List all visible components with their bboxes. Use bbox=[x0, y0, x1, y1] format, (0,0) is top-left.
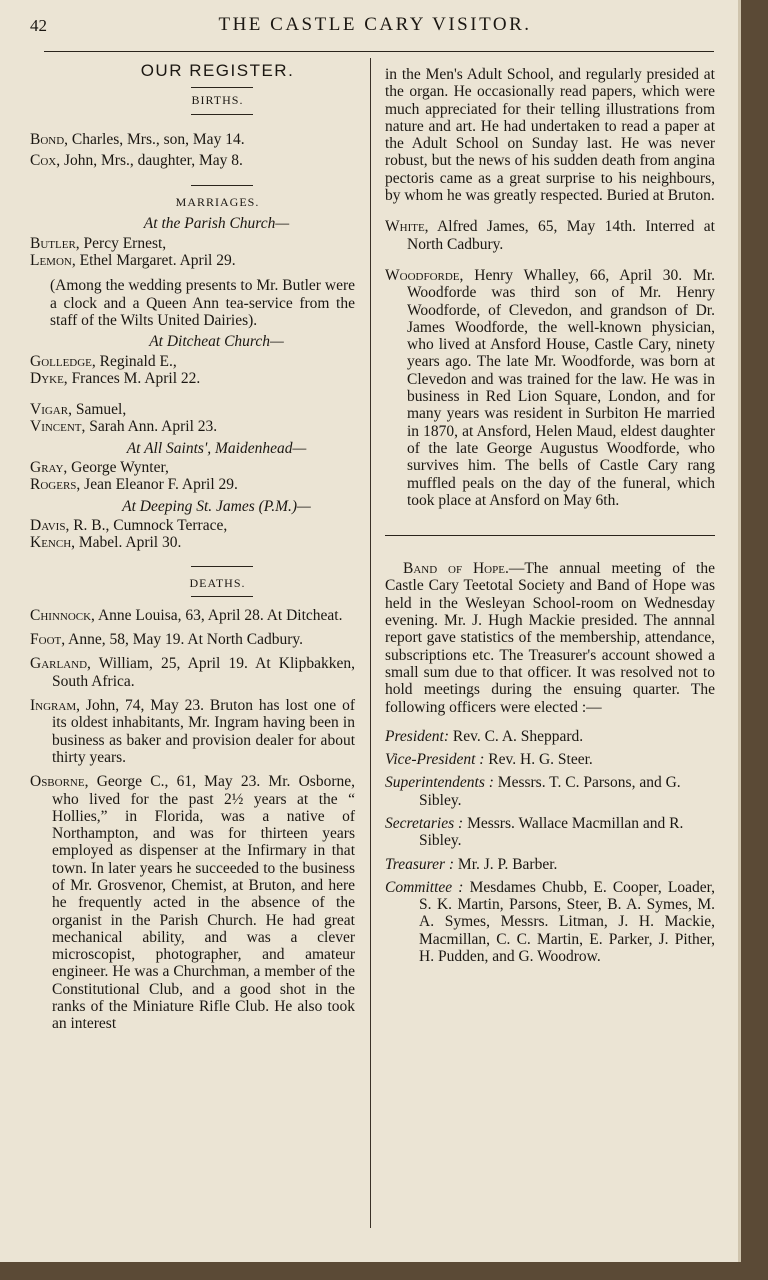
birth-entry: Cox, John, Mrs., daughter, May 8. bbox=[30, 151, 243, 169]
marriage-entry: Golledge, Reginald E., bbox=[30, 352, 177, 370]
marriage-entry: Vincent, Sarah Ann. April 23. bbox=[30, 418, 218, 436]
death-entry: Garland, William, 25, April 19. At Klipbakken, South Africa. bbox=[30, 655, 355, 690]
officer-entry: Secretaries : Messrs. Wallace Macmillan and R. Sibley. bbox=[385, 814, 684, 850]
page-header bbox=[30, 14, 720, 44]
rule bbox=[191, 185, 253, 186]
page-number: 42 bbox=[30, 16, 47, 35]
death-entry: Osborne, George C., 61, May 23. Mr. Osborne, who lived for the past 2½ years at the “ Hollies,” in Florida, was a native of Northampton, and was for thirteen years employed as dispenser at the Infirmary in that town. In later years he succeeded to the business of Mr. Grosvenor, Chemist, at Bruton, and here he frequently acted in the absence of the organist in the Parish Church. He had great mechanical ability, and was a clever microscopist, photographer, and amateur engineer. He was a Churchman, a member of the Constitutional Club, and a good shot in the ranks of the Miniature Rifle Club. He also took an interest bbox=[30, 773, 355, 1033]
wedding-note: (Among the wedding presents to Mr. Butler were a clock and a Queen Ann tea-service from the staff of the Wilts United Dairies). bbox=[50, 277, 355, 329]
birth-entry: Bond, Charles, Mrs., son, May 14. bbox=[30, 130, 245, 148]
officer-entry: Treasurer : Mr. J. P. Barber. bbox=[385, 855, 558, 873]
marriages-heading: MARRIAGES. bbox=[175, 195, 260, 210]
right-column bbox=[385, 66, 715, 965]
rule bbox=[191, 566, 253, 567]
venue-heading: At the Parish Church— bbox=[143, 215, 290, 233]
osborne-continuation: in the Men's Adult School, and regularly presided at the organ. He occasionally read papers, which were much appreciated for their telling illustrations from nature and art. He had undertaken to read a paper at the Adult School on Sunday last. He was never robust, but the news of his sudden death from angina pectoris came as a great surprise to his neighbours, by whom he was greatly respected. Buried at Bruton. bbox=[385, 66, 715, 205]
death-entry: White, Alfred James, 65, May 14th. Interred at North Cadbury. bbox=[385, 218, 715, 253]
marriage-entry: Kench, Mabel. April 30. bbox=[30, 534, 182, 552]
venue-heading: At Deeping St. James (P.M.)— bbox=[122, 497, 311, 515]
marriage-entry: Gray, George Wynter, bbox=[30, 459, 169, 477]
officer-entry: President: Rev. C. A. Sheppard. bbox=[385, 727, 584, 745]
journal-title: THE CASTLE CARY VISITOR. bbox=[218, 14, 532, 35]
rule bbox=[191, 596, 253, 597]
officer-entry: Vice-President : Rev. H. G. Steer. bbox=[385, 751, 593, 769]
header-rule bbox=[44, 51, 714, 52]
marriage-entry: Lemon, Ethel Margaret. April 29. bbox=[30, 252, 236, 270]
venue-heading: At Ditcheat Church— bbox=[149, 333, 284, 351]
register-title: OUR REGISTER. bbox=[140, 61, 295, 80]
officer-entry: Superintendents : Messrs. T. C. Parsons, and G. Sibley. bbox=[385, 774, 681, 809]
death-entry: Chinnock, Anne Louisa, 63, April 28. At Ditcheat. bbox=[30, 606, 343, 624]
section-rule bbox=[385, 535, 715, 536]
venue-heading: At All Saints', Maidenhead— bbox=[126, 439, 307, 457]
marriage-entry: Rogers, Jean Eleanor F. April 29. bbox=[30, 476, 238, 494]
marriage-entry: Dyke, Frances M. April 22. bbox=[30, 369, 201, 387]
marriage-entry: Vigar, Samuel, bbox=[30, 401, 127, 419]
left-column bbox=[30, 62, 355, 1033]
officer-entry: Committee : Mesdames Chubb, E. Cooper, Loader, S. K. Martin, Parsons, Steer, B. A. Symes, M. A. Symes, Messrs. Litman, J. H. Mackie, Macmillan, C. C. Martin, E. Parker, J. Pither, H. Pudden, and G. Woodrow. bbox=[385, 878, 715, 966]
band-of-hope-report: Band of Hope.—The annual meeting of the Castle Cary Teetotal Society and Band of Hope was held in the Wesleyan School-room on Wednesday evening. Mr. J. Hugh Mackie presided. The annnal report gave statistics of the membership, attendance, subscriptions etc. The Treasurer's account showed a small sum due to that officer. It was resolved not to hold meetings during the ensuing quarter. The following officers were elected :— bbox=[385, 560, 715, 716]
death-entry: Ingram, John, 74, May 23. Bruton has lost one of its oldest inhabitants, Mr. Ingram having been in business as baker and provision dealer for about thirty years. bbox=[30, 697, 355, 766]
marriage-entry: Butler, Percy Ernest, bbox=[30, 234, 167, 252]
rule bbox=[191, 114, 253, 115]
births-heading: BIRTHS. bbox=[191, 93, 244, 108]
column-divider bbox=[370, 58, 371, 1228]
death-entry: Foot, Anne, 58, May 19. At North Cadbury. bbox=[30, 631, 304, 649]
marriage-entry: Davis, R. B., Cumnock Terrace, bbox=[30, 516, 228, 534]
deaths-heading: DEATHS. bbox=[189, 575, 246, 590]
death-entry: Woodforde, Henry Whalley, 66, April 30. Mr. Woodforde was third son of Mr. Henry Woodforde, of Clevedon, and grandson of Dr. James Woodforde, the well-known physician, who lived at Ansford House, Castle Cary, ninety years ago. The late Mr. Woodforde, was born at Clevedon and was trained for the law. He was in business in Red Lion Square, London, and for many years was resident in Surbiton He married in 1870, at Ansford, Helen Maud, eldest daughter of the late George Augustus Woodforde, who survives him. The bells of Castle Cary rang muffled peals on the day of the funeral, which took place at Ansford on May 6th. bbox=[385, 266, 716, 509]
rule bbox=[191, 87, 253, 88]
